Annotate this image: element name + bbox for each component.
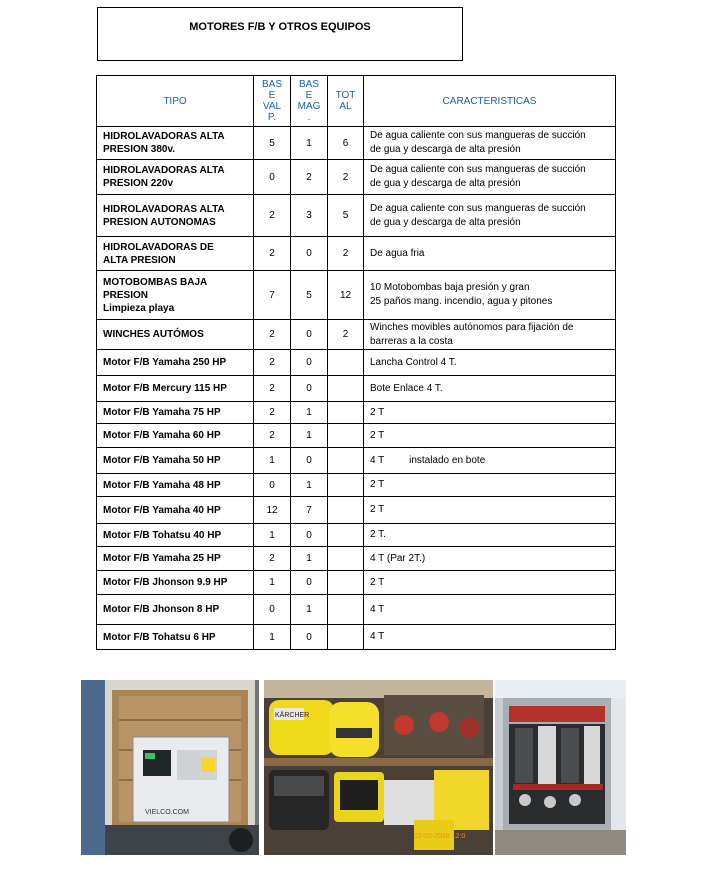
cell-base-mag: 1 xyxy=(291,127,328,160)
cell-total: 2 xyxy=(328,160,364,195)
generator-brand: VIELCO.COM xyxy=(145,809,189,816)
cell-base-valp: 2 xyxy=(254,237,291,271)
cell-tipo: Motor F/B Jhonson 9.9 HP xyxy=(97,571,254,595)
cell-caracteristicas: 4 T xyxy=(364,595,616,625)
cell-tipo: Motor F/B Mercury 115 HP xyxy=(97,376,254,402)
cell-caracteristicas: 2 T xyxy=(364,402,616,424)
cell-caracteristicas: 2 T xyxy=(364,424,616,448)
cell-caracteristicas: Bote Enlace 4 T. xyxy=(364,376,616,402)
table-row xyxy=(97,350,616,376)
cell-base-mag: 1 xyxy=(291,424,328,448)
table-row xyxy=(97,376,616,402)
cell-base-valp: 1 xyxy=(254,625,291,650)
cell-tipo: Motor F/B Yamaha 50 HP xyxy=(97,448,254,474)
table-row xyxy=(97,474,616,497)
cell-total xyxy=(328,474,364,497)
table-row xyxy=(97,497,616,524)
cell-caracteristicas: 4 T instalado en bote xyxy=(364,448,616,474)
cell-tipo: Motor F/B Yamaha 25 HP xyxy=(97,547,254,571)
cell-base-mag: 0 xyxy=(291,320,328,350)
table-row xyxy=(97,448,616,474)
cell-base-valp: 1 xyxy=(254,571,291,595)
cell-tipo: Motor F/B Yamaha 75 HP xyxy=(97,402,254,424)
cell-caracteristicas: 2 T. xyxy=(364,524,616,547)
cell-base-valp: 0 xyxy=(254,595,291,625)
cell-total xyxy=(328,547,364,571)
cell-base-valp: 2 xyxy=(254,320,291,350)
cell-base-valp: 2 xyxy=(254,424,291,448)
cell-base-mag: 1 xyxy=(291,595,328,625)
cell-tipo: HIDROLAVADORAS DE ALTA PRESION xyxy=(97,237,254,271)
cell-caracteristicas: Lancha Control 4 T. xyxy=(364,350,616,376)
cell-total: 6 xyxy=(328,127,364,160)
cell-total xyxy=(328,571,364,595)
cell-tipo: HIDROLAVADORAS ALTA PRESION 220v xyxy=(97,160,254,195)
table-row xyxy=(97,195,616,237)
cell-base-mag: 3 xyxy=(291,195,328,237)
cell-total xyxy=(328,448,364,474)
cell-caracteristicas: De agua caliente con sus mangueras de succión de gua y descarga de alta presión xyxy=(364,127,616,160)
cell-base-valp: 2 xyxy=(254,195,291,237)
generator-trailer-photo xyxy=(81,680,259,855)
photo-timestamp: 12-02-2018 12:0 xyxy=(414,833,466,840)
outboard-motors-container-photo xyxy=(495,680,626,855)
header-tipo: TIPO xyxy=(97,76,254,127)
cell-tipo: MOTOBOMBAS BAJA PRESION Limpieza playa xyxy=(97,271,254,320)
header-base-mag: BAS E MAG . xyxy=(291,76,328,127)
header-total: TOT AL xyxy=(328,76,364,127)
table-row xyxy=(97,424,616,448)
cell-base-valp: 12 xyxy=(254,497,291,524)
cell-base-mag: 0 xyxy=(291,524,328,547)
table-row xyxy=(97,127,616,160)
cell-total: 5 xyxy=(328,195,364,237)
table-row xyxy=(97,237,616,271)
cell-caracteristicas: 2 T xyxy=(364,497,616,524)
cell-caracteristicas: 4 T (Par 2T.) xyxy=(364,547,616,571)
header-row xyxy=(97,76,616,127)
cell-base-mag: 2 xyxy=(291,160,328,195)
cell-total xyxy=(328,402,364,424)
cell-tipo: HIDROLAVADORAS ALTA PRESION 380v. xyxy=(97,127,254,160)
cell-tipo: Motor F/B Yamaha 40 HP xyxy=(97,497,254,524)
cell-base-mag: 0 xyxy=(291,376,328,402)
cell-total xyxy=(328,424,364,448)
equipment-table xyxy=(96,75,616,650)
cell-base-mag: 5 xyxy=(291,271,328,320)
table-row xyxy=(97,320,616,350)
equipment-storage-photo xyxy=(264,680,493,855)
cell-tipo: Motor F/B Tohatsu 6 HP xyxy=(97,625,254,650)
cell-caracteristicas: De agua caliente con sus mangueras de succión de gua y descarga de alta presión xyxy=(364,160,616,195)
cell-total: 2 xyxy=(328,320,364,350)
cell-tipo: Motor F/B Jhonson 8 HP xyxy=(97,595,254,625)
cell-total xyxy=(328,376,364,402)
cell-total xyxy=(328,524,364,547)
cell-base-valp: 2 xyxy=(254,350,291,376)
cell-total xyxy=(328,497,364,524)
cell-caracteristicas: 2 T xyxy=(364,571,616,595)
cell-base-mag: 0 xyxy=(291,237,328,271)
cell-base-valp: 2 xyxy=(254,376,291,402)
cell-base-valp: 5 xyxy=(254,127,291,160)
cell-base-mag: 0 xyxy=(291,448,328,474)
cell-base-valp: 2 xyxy=(254,402,291,424)
table-row xyxy=(97,160,616,195)
cell-tipo: WINCHES AUTÓMOS xyxy=(97,320,254,350)
table-row xyxy=(97,595,616,625)
header-caracteristicas: CARACTERISTICAS xyxy=(364,76,616,127)
cell-tipo: Motor F/B Yamaha 48 HP xyxy=(97,474,254,497)
page-title: MOTORES F/B Y OTROS EQUIPOS xyxy=(189,21,371,33)
karcher-label: KÄRCHER xyxy=(275,712,310,719)
cell-caracteristicas: 10 Motobombas baja presión y gran 25 paños mang. incendio, agua y pitones xyxy=(364,271,616,320)
cell-base-valp: 0 xyxy=(254,474,291,497)
cell-total xyxy=(328,350,364,376)
table-row xyxy=(97,547,616,571)
cell-base-valp: 0 xyxy=(254,160,291,195)
cell-total: 12 xyxy=(328,271,364,320)
cell-tipo: Motor F/B Tohatsu 40 HP xyxy=(97,524,254,547)
cell-total xyxy=(328,625,364,650)
cell-base-mag: 0 xyxy=(291,350,328,376)
cell-caracteristicas: De agua fria xyxy=(364,237,616,271)
header-base-valp: BAS E VAL P. xyxy=(254,76,291,127)
table-row xyxy=(97,271,616,320)
table-row xyxy=(97,625,616,650)
cell-tipo: HIDROLAVADORAS ALTA PRESION AUTONOMAS xyxy=(97,195,254,237)
cell-caracteristicas: De agua caliente con sus mangueras de succión de gua y descarga de alta presión xyxy=(364,195,616,237)
cell-base-valp: 1 xyxy=(254,524,291,547)
cell-caracteristicas: 4 T xyxy=(364,625,616,650)
cell-base-mag: 7 xyxy=(291,497,328,524)
table-row xyxy=(97,524,616,547)
cell-total: 2 xyxy=(328,237,364,271)
table-row xyxy=(97,571,616,595)
cell-caracteristicas: Winches movibles autónomos para fijación de barreras a la costa xyxy=(364,320,616,350)
cell-tipo: Motor F/B Yamaha 250 HP xyxy=(97,350,254,376)
table-row xyxy=(97,402,616,424)
cell-caracteristicas: 2 T xyxy=(364,474,616,497)
cell-base-valp: 2 xyxy=(254,547,291,571)
cell-base-valp: 7 xyxy=(254,271,291,320)
cell-base-mag: 1 xyxy=(291,474,328,497)
cell-base-mag: 1 xyxy=(291,402,328,424)
cell-total xyxy=(328,595,364,625)
cell-tipo: Motor F/B Yamaha 60 HP xyxy=(97,424,254,448)
cell-base-mag: 1 xyxy=(291,547,328,571)
cell-base-mag: 0 xyxy=(291,625,328,650)
cell-base-mag: 0 xyxy=(291,571,328,595)
title-box xyxy=(97,7,463,61)
cell-base-valp: 1 xyxy=(254,448,291,474)
